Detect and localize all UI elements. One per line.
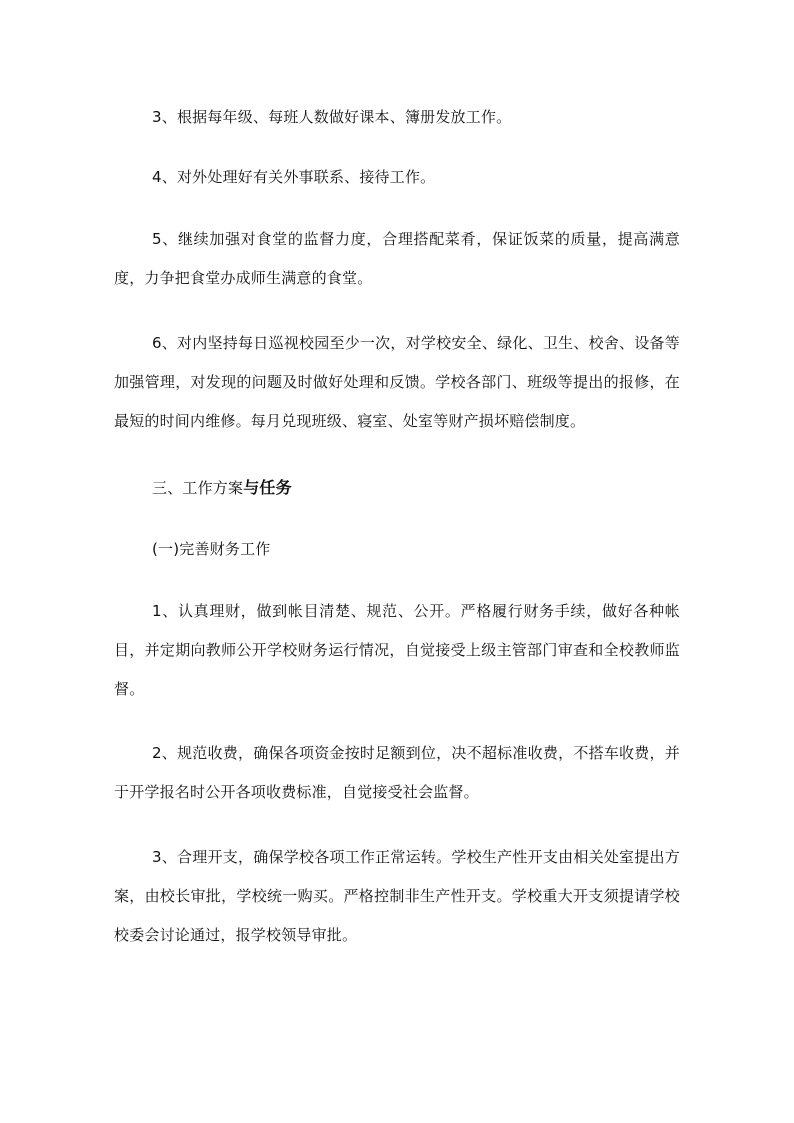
subsection-heading [114,530,680,569]
finance-item-3 [114,838,680,955]
section-heading-bold: 与任务 [243,478,292,497]
section-heading [114,468,680,508]
finance-item-2 [114,734,680,812]
finance-item-1 [114,592,680,709]
finance-item-3-text: 3、合理开支，确保学校各项工作正常运转。学校生产性开支由相关处室提出方案，由校长审批，学校统一购买。严格控制非生产性开支。学校重大开支须提请学校校委会讨论通过，报学校领导审批。 [114,848,680,944]
paragraph-3 [114,98,680,137]
paragraph-3-text: 3、根据每年级、每班人数做好课本、簿册发放工作。 [152,108,512,126]
paragraph-6 [114,324,680,441]
paragraph-4 [114,158,680,197]
subsection-heading-text: (一)完善财务工作 [152,540,271,558]
paragraph-6-text: 6、对内坚持每日巡视校园至少一次，对学校安全、绿化、卫生、校舍、设备等加强管理，对发现的问题及时做好处理和反馈。学校各部门、班级等提出的报修，在最短的时间内维修。每月兑现班级、寝室、处室等财产损坏赔偿制度。 [114,334,680,430]
finance-item-1-text: 1、认真理财，做到帐目清楚、规范、公开。严格履行财务手续，做好各种帐目，并定期向教师公开学校财务运行情况，自觉接受上级主管部门审查和全校教师监督。 [114,602,680,698]
paragraph-5 [114,220,680,298]
finance-item-2-text: 2、规范收费，确保各项资金按时足额到位，决不超标准收费，不搭车收费，并于开学报名时公开各项收费标准，自觉接受社会监督。 [114,744,680,801]
paragraph-5-text: 5、继续加强对食堂的监督力度，合理搭配菜肴，保证饭菜的质量，提高满意度，力争把食堂办成师生满意的食堂。 [114,230,680,287]
paragraph-4-text: 4、对外处理好有关外事联系、接待工作。 [152,168,436,186]
section-heading-prefix: 三、工作方案 [152,479,244,497]
